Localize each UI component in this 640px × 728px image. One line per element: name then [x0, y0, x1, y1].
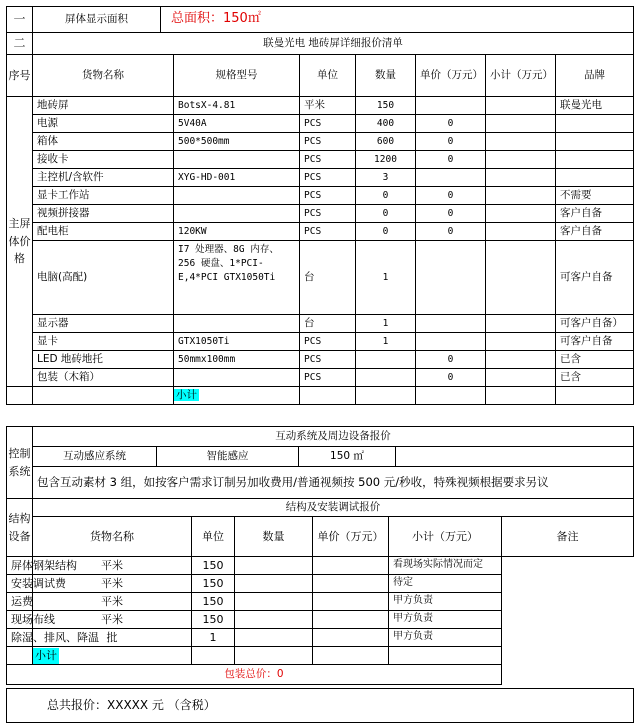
item-unit: PCS [300, 369, 356, 387]
table-row [7, 333, 634, 351]
table-row [7, 315, 634, 333]
item-name: 显示器 [33, 315, 174, 333]
item-brand: 客户自备 [556, 223, 634, 241]
item-spec: BotsX-4.81 [174, 97, 300, 115]
blank-cell [7, 647, 33, 665]
item-brand [556, 115, 634, 133]
item-subtotal [486, 169, 556, 187]
col-header-subtotal: 小计（万元） [389, 517, 502, 557]
item-brand: 可客户自备） [556, 315, 634, 333]
col-header-price: 单价（万元） [313, 517, 389, 557]
table-row [7, 133, 634, 151]
item-brand: 客户自备 [556, 205, 634, 223]
item-spec: 50mmx100mm [174, 351, 300, 369]
blank-cell [192, 647, 235, 665]
item-name: 显卡工作站 [33, 187, 174, 205]
table-row [7, 611, 634, 629]
item-unit: 平米 [33, 593, 192, 611]
item-qty: 1200 [356, 151, 416, 169]
blank-cell [33, 387, 174, 405]
table-row [7, 187, 634, 205]
main-equipment-table [6, 54, 634, 405]
table-row [7, 97, 634, 115]
row-number: 一 [7, 7, 33, 33]
col-header-note: 备注 [502, 517, 634, 557]
item-name: 屏体钢架结构 [7, 557, 33, 575]
item-qty: 400 [356, 115, 416, 133]
item-qty: 0 [356, 205, 416, 223]
item-spec: I7 处理器、8G 内存、256 硬盘、1*PCI-E,4*PCI GTX1050Ti [174, 241, 300, 315]
table-row [7, 223, 634, 241]
structure-rows [7, 557, 634, 647]
item-name: 电源 [33, 115, 174, 133]
blank-cell [7, 387, 33, 405]
item-name: 除湿、排风、降温 [7, 629, 33, 647]
table-row [7, 557, 634, 575]
item-unit: 平米 [33, 557, 192, 575]
item-brand [556, 133, 634, 151]
main-subtotal-label: 小计 [176, 388, 197, 401]
row-number: 二 [7, 33, 33, 55]
blank-cell [313, 647, 389, 665]
display-area-label: 屏体显示面积 [33, 7, 161, 33]
item-price [416, 333, 486, 351]
control-item-name: 互动感应系统 [33, 447, 157, 467]
item-subtotal [313, 575, 389, 593]
item-price [416, 315, 486, 333]
table-row [7, 369, 634, 387]
item-price: 0 [416, 369, 486, 387]
item-unit: PCS [300, 169, 356, 187]
item-unit: PCS [300, 351, 356, 369]
item-price [235, 593, 313, 611]
item-spec [174, 315, 300, 333]
item-subtotal [313, 629, 389, 647]
item-subtotal [486, 315, 556, 333]
item-spec [174, 151, 300, 169]
item-note: 待定 [389, 575, 502, 593]
grand-total: 总共报价：XXXXX 元 （含税） [7, 689, 634, 723]
table-row [7, 593, 634, 611]
item-price [235, 611, 313, 629]
item-unit: PCS [300, 223, 356, 241]
table-row [7, 169, 634, 187]
col-header-unit: 单位 [192, 517, 235, 557]
item-qty: 150 [192, 575, 235, 593]
blank-cell [356, 387, 416, 405]
item-name: 安装调试费 [7, 575, 33, 593]
control-system-table [6, 426, 634, 499]
col-header-index: 序号 [7, 55, 33, 97]
item-note: 甲方负责 [389, 611, 502, 629]
col-header-name: 货物名称 [33, 517, 192, 557]
table-row [7, 629, 634, 647]
blank-cell [556, 387, 634, 405]
item-subtotal [486, 333, 556, 351]
item-price [416, 241, 486, 315]
item-subtotal [486, 115, 556, 133]
item-price: 0 [416, 151, 486, 169]
item-spec [174, 205, 300, 223]
item-subtotal [313, 611, 389, 629]
item-brand: 可客户自备 [556, 241, 634, 315]
item-spec: GTX1050Ti [174, 333, 300, 351]
item-price: 0 [416, 223, 486, 241]
item-brand: 联曼光电 [556, 97, 634, 115]
blank-cell [300, 387, 356, 405]
item-name: 显卡 [33, 333, 174, 351]
structure-section-label: 结构设备 [7, 499, 33, 557]
item-price [235, 629, 313, 647]
item-name: 箱体 [33, 133, 174, 151]
item-name: 运费 [7, 593, 33, 611]
item-qty: 0 [356, 187, 416, 205]
item-price [235, 557, 313, 575]
total-area-value: 总面积：150㎡ [161, 7, 634, 33]
item-spec: 120KW [174, 223, 300, 241]
main-subtotal-cell [174, 387, 300, 405]
item-spec [174, 187, 300, 205]
item-unit: PCS [300, 115, 356, 133]
blank-cell [389, 647, 502, 665]
blank-cell [486, 387, 556, 405]
item-unit: PCS [300, 133, 356, 151]
col-header-spec: 规格型号 [174, 55, 300, 97]
item-unit: PCS [300, 151, 356, 169]
quote-list-title: 联曼光电 地砖屏详细报价清单 [33, 33, 634, 55]
package-total: 包装总价：0 [7, 665, 502, 685]
control-note: 包含互动素材 3 组，如按客户需求订制另加收费用/普通视频按 500 元/秒收，特殊视频根据要求另议 [33, 467, 634, 499]
item-qty: 150 [356, 97, 416, 115]
col-header-brand: 品牌 [556, 55, 634, 97]
item-subtotal [486, 187, 556, 205]
main-section-label: 主屏体价格 [7, 97, 33, 387]
item-qty: 1 [356, 241, 416, 315]
col-header-price: 单价（万元） [416, 55, 486, 97]
main-rows [7, 97, 634, 387]
control-title: 互动系统及周边设备报价 [33, 427, 634, 447]
table-row [7, 241, 634, 315]
item-subtotal [486, 151, 556, 169]
item-price [235, 575, 313, 593]
col-header-qty: 数量 [235, 517, 313, 557]
table-row [7, 115, 634, 133]
item-price [416, 169, 486, 187]
item-subtotal [313, 557, 389, 575]
item-name: 包装（木箱） [33, 369, 174, 387]
item-brand: 可客户自备 [556, 333, 634, 351]
item-spec: 5V40A [174, 115, 300, 133]
table-row [7, 151, 634, 169]
col-header-qty: 数量 [356, 55, 416, 97]
item-subtotal [486, 241, 556, 315]
item-unit: 平米 [33, 611, 192, 629]
item-name: 主控机/含软件 [33, 169, 174, 187]
item-name: 配电柜 [33, 223, 174, 241]
item-brand [556, 169, 634, 187]
item-note: 甲方负责 [389, 629, 502, 647]
table-row [7, 205, 634, 223]
structure-title: 结构及安装调试报价 [33, 499, 634, 517]
item-spec: XYG-HD-001 [174, 169, 300, 187]
item-spec [174, 369, 300, 387]
item-name: 地砖屏 [33, 97, 174, 115]
structure-subtotal-label: 小计 [35, 648, 57, 662]
table-row [7, 351, 634, 369]
item-price: 0 [416, 205, 486, 223]
item-price [416, 97, 486, 115]
item-subtotal [486, 133, 556, 151]
item-subtotal [486, 351, 556, 369]
footer-table [6, 688, 634, 723]
item-brand: 不需要 [556, 187, 634, 205]
item-note: 甲方负责 [389, 593, 502, 611]
control-item-qty: 150 ㎡ [299, 447, 396, 467]
item-qty: 1 [356, 315, 416, 333]
item-unit: 台 [300, 315, 356, 333]
item-unit: 平米 [33, 575, 192, 593]
item-name: 接收卡 [33, 151, 174, 169]
item-qty: 150 [192, 557, 235, 575]
control-section-label: 控制系统 [7, 427, 33, 499]
blank-cell [416, 387, 486, 405]
item-price: 0 [416, 115, 486, 133]
item-qty [356, 351, 416, 369]
item-subtotal [486, 369, 556, 387]
item-qty: 3 [356, 169, 416, 187]
item-qty: 1 [192, 629, 235, 647]
col-header-subtotal: 小计（万元） [486, 55, 556, 97]
item-qty: 150 [192, 593, 235, 611]
item-name: 视频拼接器 [33, 205, 174, 223]
item-subtotal [486, 97, 556, 115]
header-table [6, 6, 634, 55]
item-brand: 已含 [556, 351, 634, 369]
item-unit: PCS [300, 333, 356, 351]
col-header-name: 货物名称 [33, 55, 174, 97]
item-unit: 批 [33, 629, 192, 647]
item-name: 电脑(高配) [33, 241, 174, 315]
item-qty: 600 [356, 133, 416, 151]
item-qty: 0 [356, 223, 416, 241]
col-header-unit: 单位 [300, 55, 356, 97]
item-spec: 500*500mm [174, 133, 300, 151]
item-subtotal [486, 205, 556, 223]
structure-table [6, 498, 634, 685]
blank-cell [235, 647, 313, 665]
blank-cell [396, 447, 634, 467]
item-price: 0 [416, 187, 486, 205]
item-name: 现场布线 [7, 611, 33, 629]
item-subtotal [313, 593, 389, 611]
item-qty [356, 369, 416, 387]
item-name: LED 地砖地托 [33, 351, 174, 369]
item-brand: 已含 [556, 369, 634, 387]
item-unit: PCS [300, 187, 356, 205]
item-note: 看现场实际情况而定 [389, 557, 502, 575]
item-unit: 台 [300, 241, 356, 315]
item-qty: 150 [192, 611, 235, 629]
item-unit: PCS [300, 205, 356, 223]
item-price: 0 [416, 133, 486, 151]
control-item-spec: 智能感应 [157, 447, 299, 467]
structure-subtotal-cell [33, 647, 192, 665]
item-subtotal [486, 223, 556, 241]
table-row [7, 575, 634, 593]
item-brand [556, 151, 634, 169]
item-unit: 平米 [300, 97, 356, 115]
item-price: 0 [416, 351, 486, 369]
item-qty: 1 [356, 333, 416, 351]
